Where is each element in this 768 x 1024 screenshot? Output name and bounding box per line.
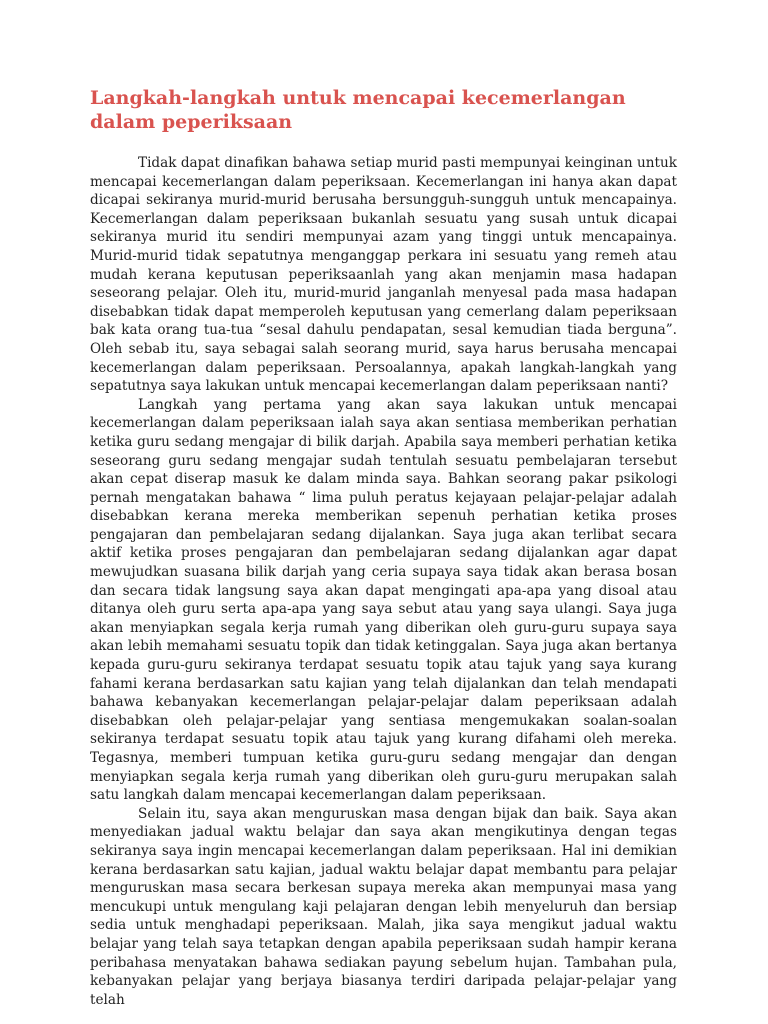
document-page: [90, 86, 677, 1009]
document-title: Langkah-langkah untuk mencapai kecemerlangan dalam peperiksaan: [90, 87, 626, 133]
paragraph-step-one: Langkah yang pertama yang akan saya lakukan untuk mencapai kecemerlangan dalam peperiksaan ialah saya akan sentiasa memberikan perhatian ketika guru sedang mengajar di bilik darjah. Apabila saya memberi perhatian ketika seseorang guru sedang mengajar sudah tentulah sesuatu pembelajaran tersebut akan cepat diserap masuk ke dalam minda saya. Bahkan seorang pakar psikologi pernah mengatakan bahawa “ lima puluh peratus kejayaan pelajar-pelajar adalah disebabkan kerana mereka memberikan sepenuh perhatian ketika proses pengajaran dan pembelajaran sedang dijalankan. Saya juga akan terlibat secara aktif ketika proses pengajaran dan pembelajaran sedang dijalankan agar dapat mewujudkan suasana bilik darjah yang ceria supaya saya tidak akan berasa bosan dan secara tidak langsung saya akan dapat mengingati apa-apa yang disoal atau ditanya oleh guru serta apa-apa yang saya sebut atau yang saya ulangi. Saya juga akan menyiapkan segala kerja rumah yang diberikan oleh guru-guru supaya saya akan lebih memahami sesuatu topik dan tidak ketinggalan. Saya juga akan bertanya kepada guru-guru sekiranya terdapat sesuatu topik atau tajuk yang saya kurang fahami kerana berdasarkan satu kajian yang telah dijalankan dan telah mendapati bahawa kebanyakan kecemerlangan pelajar-pelajar dalam peperiksaan adalah disebabkan oleh pelajar-pelajar yang sentiasa mengemukakan soalan-soalan sekiranya terdapat sesuatu topik atau tajuk yang kurang difahami oleh mereka. Tegasnya, memberi tumpuan ketika guru-guru sedang mengajar dan dengan menyiapkan segala kerja rumah yang diberikan oleh guru-guru merupakan salah satu langkah dalam mencapai kecemerlangan dalam peperiksaan.: [90, 396, 677, 804]
paragraph-time-management: Selain itu, saya akan menguruskan masa dengan bijak dan baik. Saya akan menyediakan jadual waktu belajar dan saya akan mengikutinya dengan tegas sekiranya saya ingin mencapai kecemerlangan dalam peperiksaan. Hal ini demikian kerana berdasarkan satu kajian, jadual waktu belajar dapat membantu para pelajar menguruskan masa secara berkesan supaya mereka akan mempunyai masa yang mencukupi untuk mengulang kaji pelajaran dengan lebih menyeluruh dan bersiap sedia untuk menghadapi peperiksaan. Malah, jika saya mengikut jadual waktu belajar yang telah saya tetapkan dengan apabila peperiksaan sudah hampir kerana peribahasa menyatakan bahawa sediakan payung sebelum hujan. Tambahan pula, kebanyakan pelajar yang berjaya biasanya terdiri daripada pelajar-pelajar yang telah: [90, 805, 677, 1008]
document-body: [90, 154, 677, 1009]
paragraph-intro: Tidak dapat dinafikan bahawa setiap murid pasti mempunyai keinginan untuk mencapai kecemerlangan dalam peperiksaan. Kecemerlangan ini hanya akan dapat dicapai sekiranya murid-murid berusaha bersungguh-sungguh untuk mencapainya. Kecemerlangan dalam peperiksaan bukanlah sesuatu yang susah untuk dicapai sekiranya murid itu sendiri mempunyai azam yang tinggi untuk mencapainya. Murid-murid tidak sepatutnya menganggap perkara ini sesuatu yang remeh atau mudah kerana keputusan peperiksaanlah yang akan menjamin masa hadapan seseorang pelajar. Oleh itu, murid-murid janganlah menyesal pada masa hadapan disebabkan tidak dapat memperoleh keputusan yang cemerlang dalam peperiksaan bak kata orang tua-tua “sesal dahulu pendapatan, sesal kemudian tiada berguna”. Oleh sebab itu, saya sebagai salah seorang murid, saya harus berusaha mencapai kecemerlangan dalam peperiksaan. Persoalannya, apakah langkah-langkah yang sepatutnya saya lakukan untuk mencapai kecemerlangan dalam peperiksaan nanti?: [90, 155, 677, 395]
